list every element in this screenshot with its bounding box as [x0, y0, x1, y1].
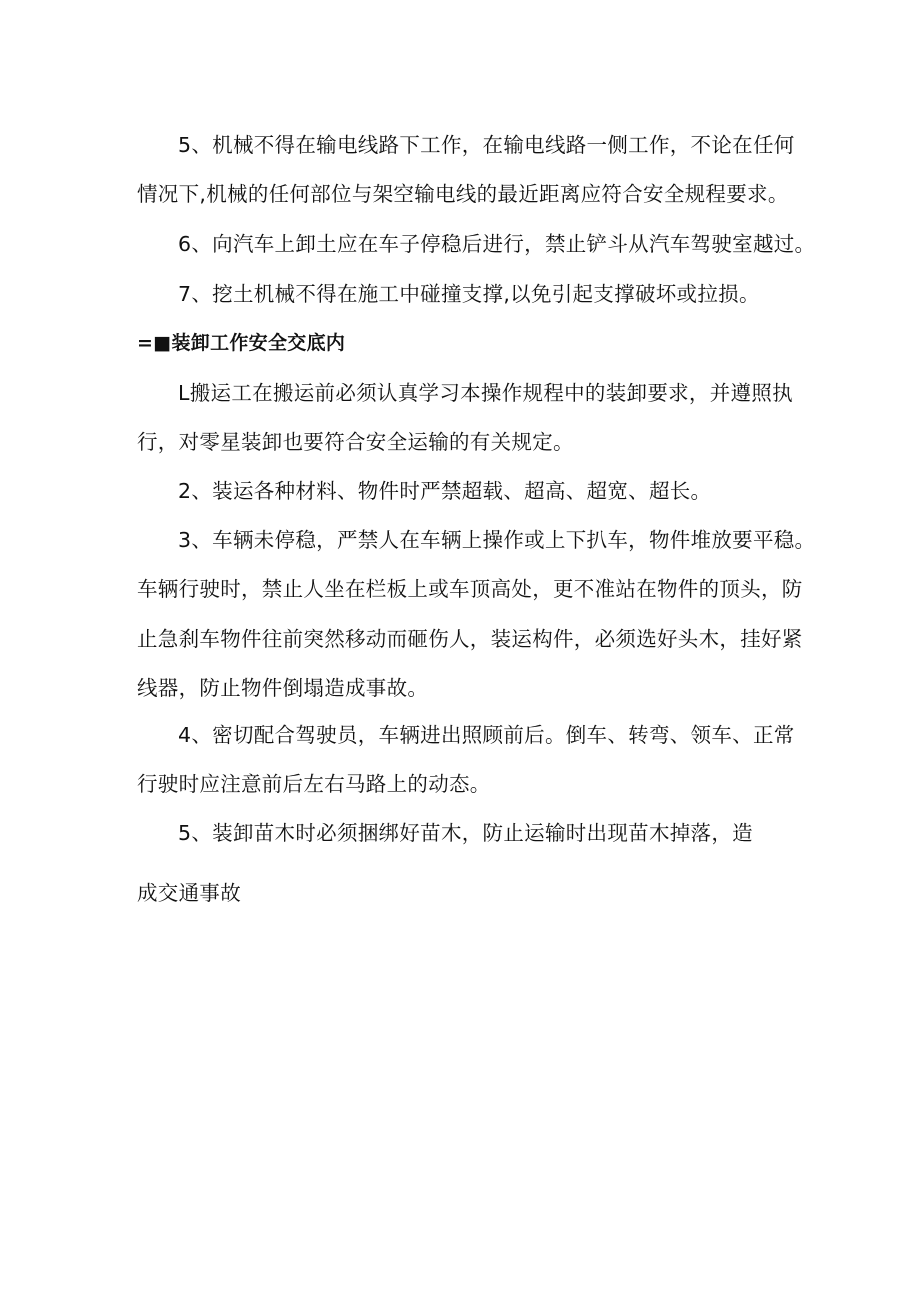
paragraph-7: 7、挖土机械不得在施工中碰撞支撑,以免引起支撑破坏或拉损。 [178, 282, 760, 306]
item-3-line-1: 3、车辆未停稳，严禁人在车辆上操作或上下扒车，物件堆放要平稳。 [178, 528, 816, 552]
item-4-line-1: 4、密切配合驾驶员，车辆进出照顾前后。倒车、转弯、领车、正常 [178, 723, 795, 747]
paragraph-5-line-2: 情况下,机械的任何部位与架空输电线的最近距离应符合安全规程要求。 [137, 182, 789, 206]
paragraph-6: 6、向汽车上卸土应在车子停稳后进行，禁止铲斗从汽车驾驶室越过。 [178, 232, 816, 256]
item-2: 2、装运各种材料、物件时严禁超载、超高、超宽、超长。 [178, 479, 712, 503]
item-3-line-3: 止急刹车物件往前突然移动而砸伤人，装运构件，必须选好头木，挂好紧 [137, 627, 803, 651]
paragraph-5-line-1: 5、机械不得在输电线路下工作，在输电线路一侧工作，不论在任何 [178, 133, 795, 157]
item-3-line-4: 线器，防止物件倒塌造成事故。 [137, 676, 429, 700]
item-5-line-2: 成交通事故 [137, 881, 241, 905]
section-heading: =■装卸工作安全交底内 [137, 332, 346, 354]
item-4-line-2: 行驶时应注意前后左右马路上的动态。 [137, 772, 491, 796]
item-3-line-2: 车辆行驶时，禁止人坐在栏板上或车顶高处，更不准站在物件的顶头，防 [137, 577, 803, 601]
item-1-line-1: L搬运工在搬运前必须认真学习本操作规程中的装卸要求，并遵照执 [178, 381, 793, 405]
item-1-line-2: 行，对零星装卸也要符合安全运输的有关规定。 [137, 430, 574, 454]
item-5-line-1: 5、装卸苗木时必须捆绑好苗木，防止运输时出现苗木掉落，造 [178, 821, 753, 845]
